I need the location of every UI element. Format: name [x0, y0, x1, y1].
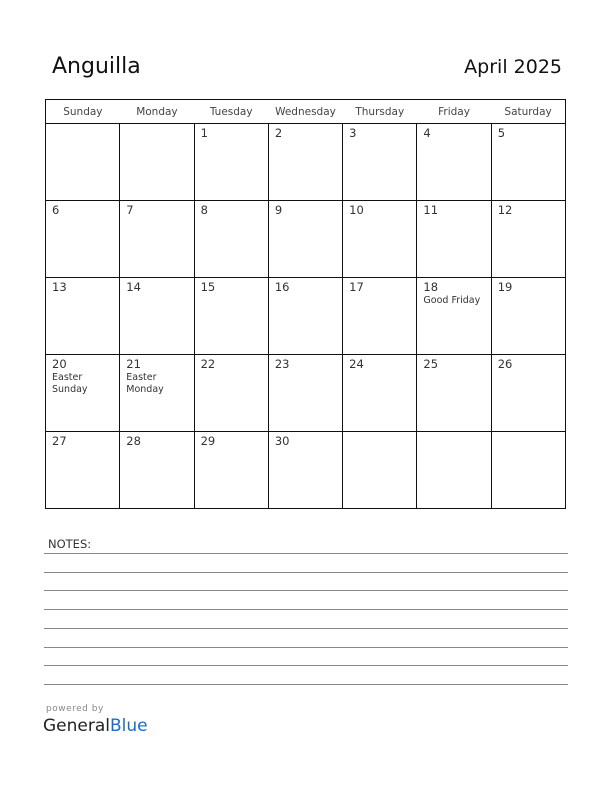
day-cell: [46, 432, 120, 509]
day-cell: [268, 432, 342, 509]
week-row: [46, 432, 566, 509]
day-number: 22: [200, 357, 216, 371]
day-cell: [46, 278, 120, 355]
day-number: 13: [52, 280, 67, 294]
note-line: [44, 553, 568, 554]
day-number: 9: [274, 203, 283, 217]
brand-blue: Blue: [110, 716, 148, 736]
day-cell: [417, 201, 491, 278]
day-cell: [343, 124, 417, 201]
day-number: [46, 124, 119, 127]
holiday-label: Easter Monday: [126, 372, 164, 395]
day-number: 10: [349, 203, 364, 217]
brand-general: General: [43, 716, 110, 736]
day-number: [120, 124, 193, 127]
weekday-friday: Friday: [417, 100, 491, 124]
day-number: 20: [52, 357, 67, 371]
day-number: 8: [200, 203, 208, 217]
day-number: 30: [274, 434, 290, 448]
day-cell: [491, 124, 565, 201]
day-number: 21: [126, 357, 141, 371]
day-cell: [194, 124, 268, 201]
day-number: 26: [497, 357, 513, 371]
day-number: [492, 432, 565, 435]
note-line: [44, 665, 568, 666]
week-row: [46, 278, 566, 355]
day-number: 11: [423, 203, 439, 217]
day-cell: [120, 355, 194, 432]
weekday-wednesday: Wednesday: [268, 100, 342, 124]
note-line: [44, 647, 568, 648]
day-number: 2: [274, 126, 283, 140]
note-line: [44, 572, 568, 573]
day-cell: [491, 355, 565, 432]
day-number: 5: [497, 126, 506, 140]
day-number: 25: [423, 357, 439, 371]
day-number: 1: [200, 126, 208, 140]
week-row: [46, 201, 566, 278]
country-title: Anguilla: [52, 54, 141, 79]
day-cell: [491, 278, 565, 355]
day-number: [343, 432, 416, 435]
day-cell: [268, 355, 342, 432]
note-line: [44, 590, 568, 591]
powered-by-text: powered by: [46, 704, 104, 714]
day-cell: [120, 124, 194, 201]
day-cell: [194, 355, 268, 432]
day-number: 3: [349, 126, 357, 140]
day-number: 23: [274, 357, 290, 371]
day-cell: [417, 124, 491, 201]
day-cell: [268, 201, 342, 278]
day-number: 17: [349, 280, 364, 294]
weekday-monday: Monday: [120, 100, 194, 124]
day-number: 16: [274, 280, 290, 294]
weekday-sunday: Sunday: [46, 100, 120, 124]
note-line: [44, 628, 568, 629]
day-number: 4: [423, 126, 431, 140]
calendar-grid: [45, 99, 566, 509]
day-number: 12: [497, 203, 513, 217]
day-number: 6: [52, 203, 60, 217]
holiday-label: Easter Sunday: [52, 372, 88, 395]
day-number: 15: [200, 280, 216, 294]
month-year-title: April 2025: [464, 56, 562, 78]
day-number: [417, 432, 490, 435]
day-cell: [194, 201, 268, 278]
day-cell: [268, 278, 342, 355]
day-cell: [343, 432, 417, 509]
day-number: 18: [423, 280, 439, 294]
day-cell: [268, 124, 342, 201]
day-cell: [46, 355, 120, 432]
week-row: [46, 355, 566, 432]
day-number: 24: [349, 357, 364, 371]
day-cell: [343, 278, 417, 355]
weekday-saturday: Saturday: [491, 100, 565, 124]
note-line: [44, 684, 568, 685]
day-number: 27: [52, 434, 67, 448]
day-cell: [417, 432, 491, 509]
day-number: 7: [126, 203, 134, 217]
day-cell: [491, 201, 565, 278]
weekday-thursday: Thursday: [343, 100, 417, 124]
day-cell: [46, 201, 120, 278]
day-cell: [120, 278, 194, 355]
note-line: [44, 609, 568, 610]
day-cell: [120, 432, 194, 509]
day-number: 28: [126, 434, 141, 448]
day-cell: [194, 432, 268, 509]
day-cell: [120, 201, 194, 278]
day-cell: [417, 355, 491, 432]
generalblue-logo: [43, 716, 148, 736]
day-cell: [491, 432, 565, 509]
weekday-header-row: [46, 100, 566, 124]
day-number: 29: [200, 434, 216, 448]
day-number: 19: [497, 280, 513, 294]
day-cell: [46, 124, 120, 201]
day-cell: [194, 278, 268, 355]
notes-label: NOTES:: [48, 537, 92, 551]
weekday-tuesday: Tuesday: [194, 100, 268, 124]
day-cell: [343, 201, 417, 278]
day-number: 14: [126, 280, 141, 294]
day-cell: [343, 355, 417, 432]
holiday-label: Good Friday: [423, 295, 481, 306]
week-row: [46, 124, 566, 201]
day-cell: [417, 278, 491, 355]
